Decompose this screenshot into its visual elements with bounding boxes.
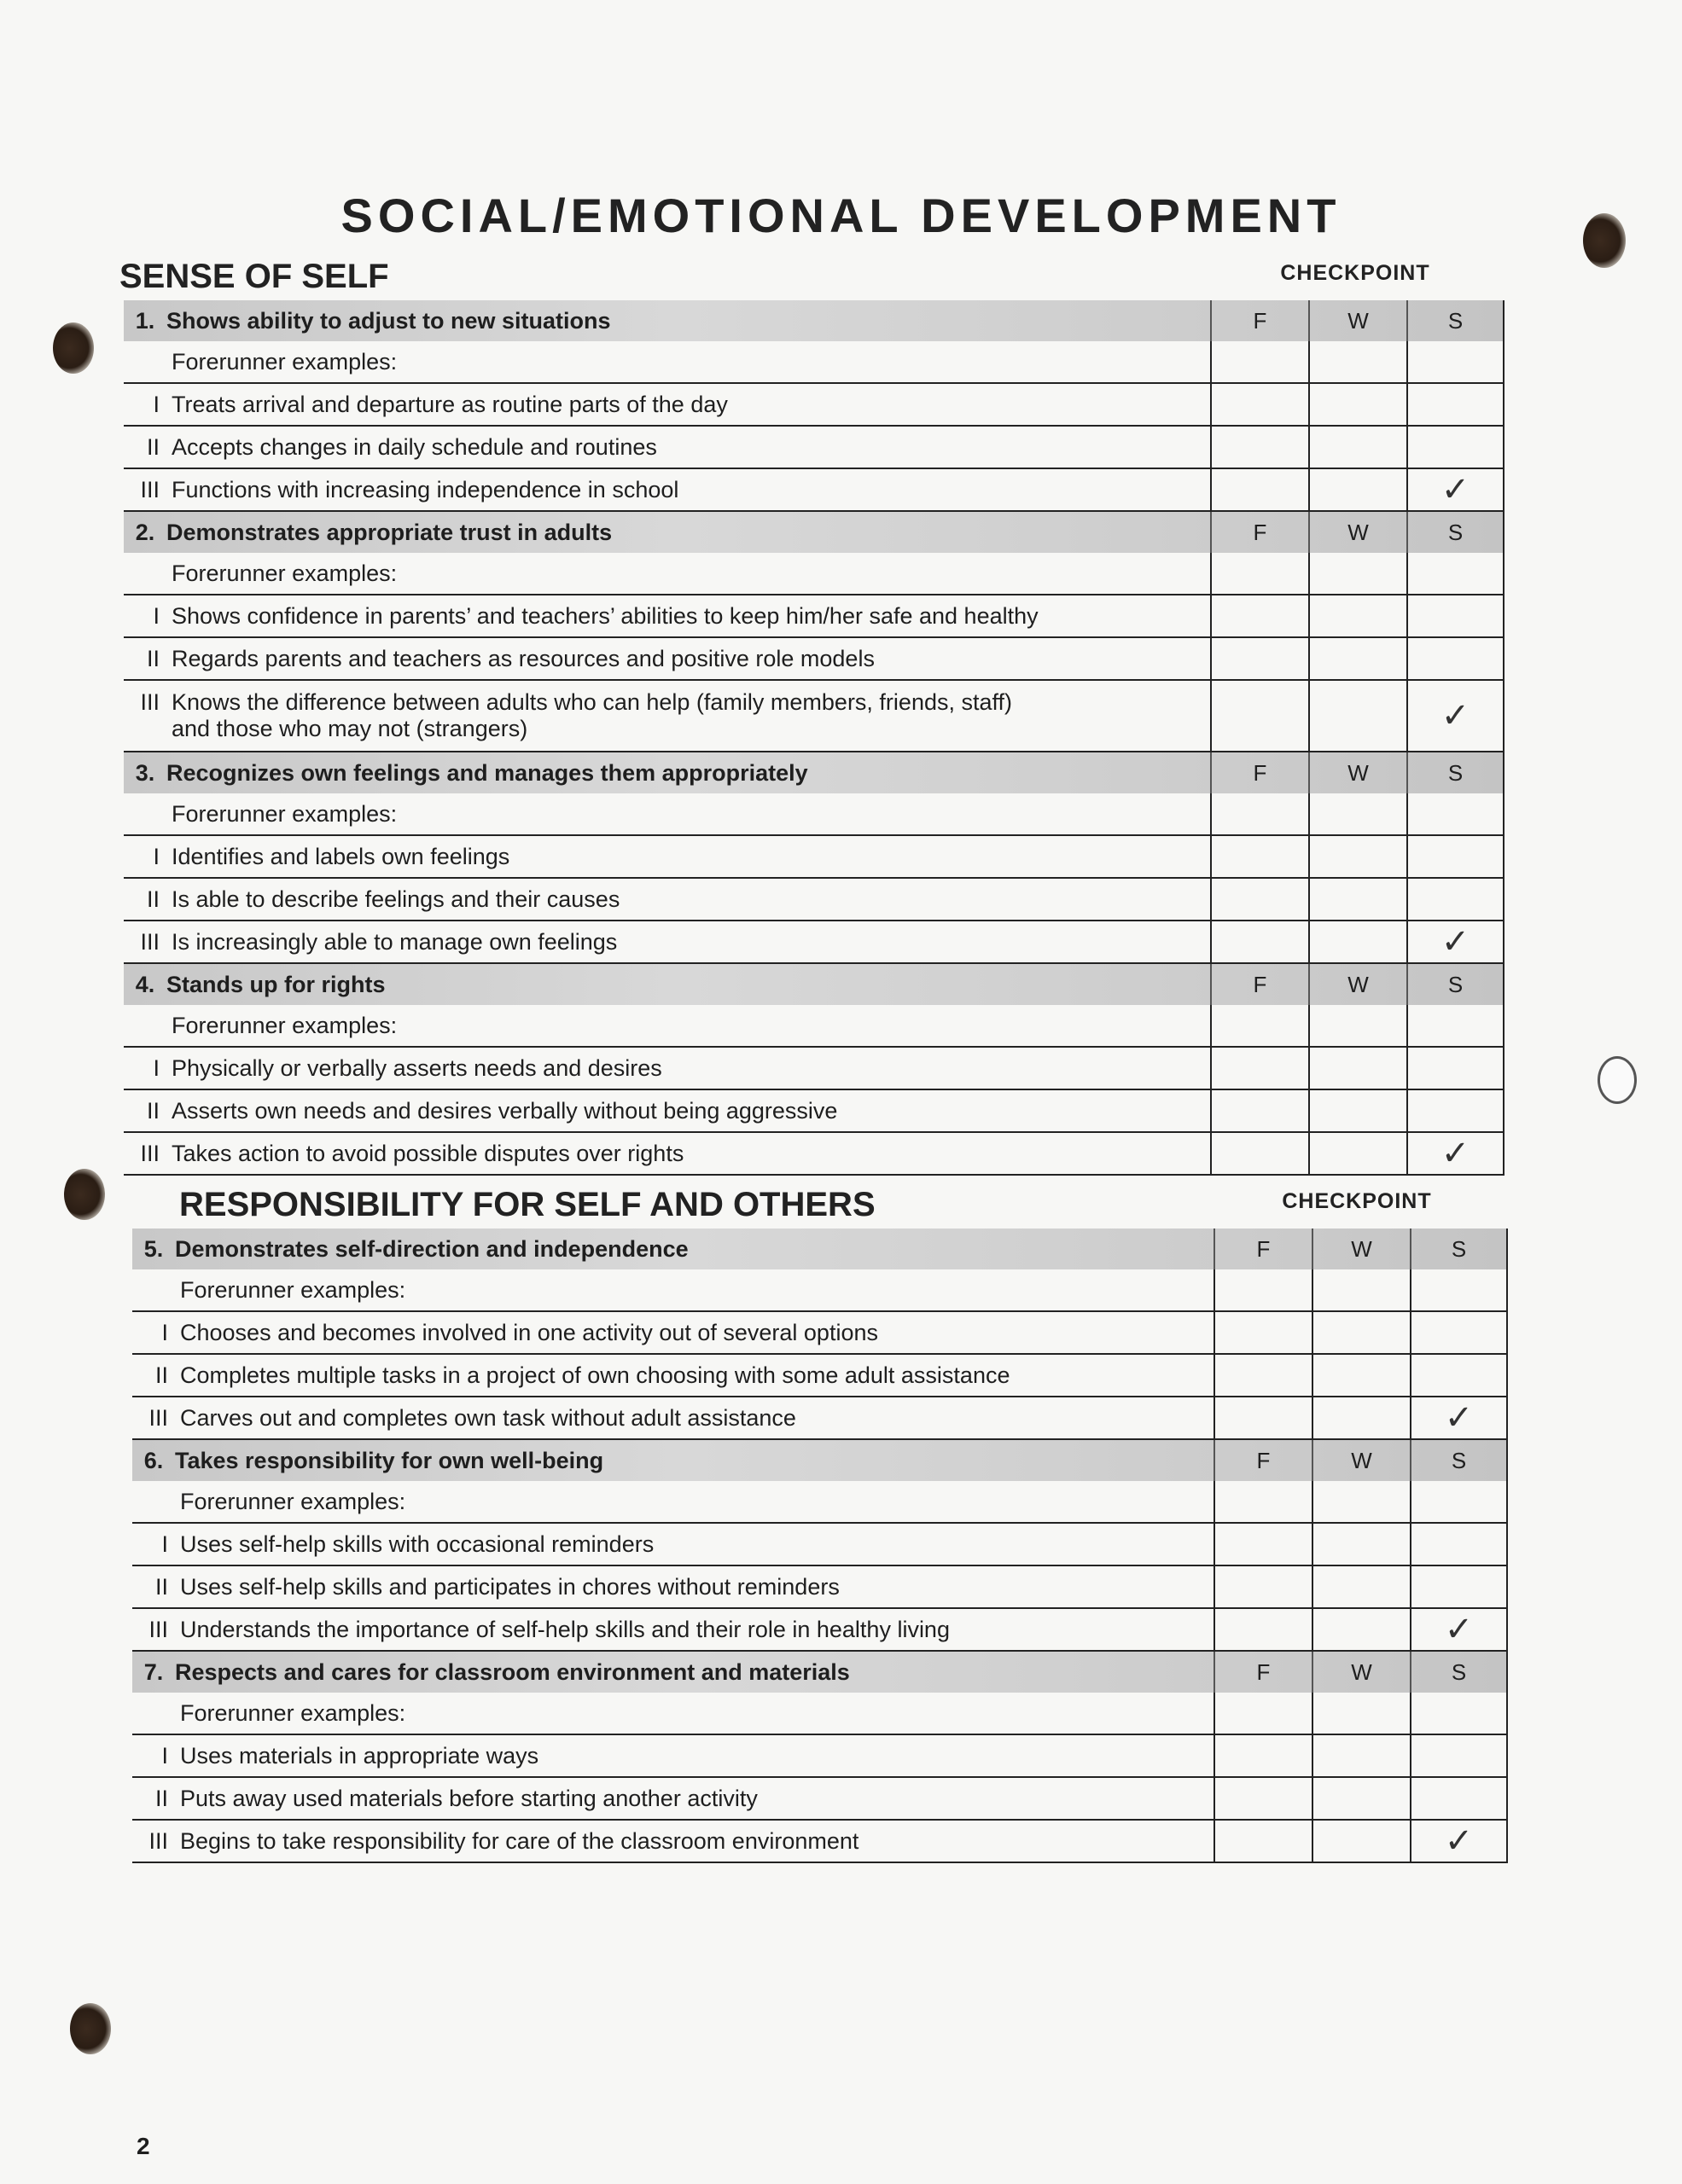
example-line: Chooses and becomes involved in one activity out of several options [180,1319,878,1345]
example-text [132,1778,1213,1819]
example-row [124,1048,1504,1090]
checkbox-cell[interactable] [1406,1048,1504,1089]
example-description [180,1362,1010,1389]
checkbox-cell[interactable] [1308,1005,1406,1046]
example-description [172,392,728,418]
checkbox-cell[interactable] [1410,1566,1508,1607]
checkbox-cell[interactable] [1213,1524,1312,1565]
checkbox-cell[interactable] [1210,1005,1308,1046]
example-row [132,1524,1508,1566]
checkbox-cell[interactable] [1410,1609,1508,1650]
checkbox-cell[interactable] [1213,1821,1312,1862]
example-description [180,1786,758,1812]
example-row [132,1355,1508,1397]
example-row [124,681,1504,752]
example-description [180,1617,950,1643]
checkbox-cell[interactable] [1312,1355,1410,1396]
checkpoint-col-w: W [1308,752,1406,793]
checkbox-cell[interactable] [1308,1133,1406,1174]
checkbox-cell[interactable] [1410,1778,1508,1819]
item-header [132,1440,1213,1481]
item-title: Shows ability to adjust to new situations [166,307,611,334]
example-line: Completes multiple tasks in a project of own choosing with some adult assistance [180,1362,1010,1388]
checkbox-cell[interactable] [1410,1693,1508,1734]
forerunner-row [124,341,1504,384]
checkbox-cell[interactable] [1210,384,1308,425]
example-text [132,1397,1213,1438]
checkbox-cell[interactable] [1213,1609,1312,1650]
checkbox-cell[interactable] [1308,836,1406,877]
item-title: Takes responsibility for own well-being [175,1447,604,1473]
page-title: SOCIAL/EMOTIONAL DEVELOPMENT [340,189,1342,242]
checkbox-cell[interactable] [1312,1821,1410,1862]
checkmark-icon: ✓ [1440,470,1470,509]
example-line: Puts away used materials before starting another activity [180,1785,758,1811]
checkbox-cell[interactable] [1406,595,1504,636]
item-header-row [132,1440,1508,1481]
example-level: II [146,433,160,460]
example-level: II [154,1362,168,1388]
checklist-table [124,300,1504,1176]
item-number: 1. [135,307,155,334]
example-text [132,1609,1213,1650]
checkbox-cell[interactable] [1308,1090,1406,1131]
checkbox-cell[interactable] [1210,921,1308,962]
example-line: Identifies and labels own feelings [172,843,510,869]
checkpoint-col-f: F [1210,300,1308,341]
forerunner-label: Forerunner examples: [180,1488,406,1514]
example-line: Uses self-help skills and participates in chores without reminders [180,1573,840,1600]
example-description [180,1828,858,1855]
checkbox-cell[interactable] [1410,1269,1508,1310]
checkpoint-col-f: F [1210,512,1308,553]
checkpoint-col-w: W [1312,1440,1410,1481]
example-text [132,1566,1213,1607]
example-level: III [140,1140,160,1166]
example-text [124,595,1210,636]
example-level: I [153,602,160,629]
checkbox-cell[interactable] [1312,1693,1410,1734]
example-level: II [146,645,160,671]
checkbox-cell[interactable] [1210,553,1308,594]
example-line: Asserts own needs and desires verbally without being aggressive [172,1097,838,1124]
checkbox-cell[interactable] [1210,1090,1308,1131]
item-title: Recognizes own feelings and manages them appropriately [166,759,808,786]
page-number: 2 [137,2133,150,2159]
example-row [124,1133,1504,1176]
example-text [124,638,1210,679]
example-line: Is increasingly able to manage own feelings [172,928,618,955]
example-description [172,689,1012,742]
checkbox-cell[interactable] [1406,638,1504,679]
checkbox-cell[interactable] [1410,1481,1508,1522]
checkbox-cell[interactable] [1210,681,1308,751]
example-text [132,1524,1213,1565]
checkpoint-col-s: S [1406,300,1504,341]
checkbox-cell[interactable] [1406,879,1504,920]
example-text [132,1312,1213,1353]
example-level: III [148,1616,168,1642]
forerunner-label: Forerunner examples: [172,800,398,827]
forerunner-label: Forerunner examples: [172,560,398,586]
checkbox-cell[interactable] [1308,921,1406,962]
checkpoint-col-w: W [1308,300,1406,341]
example-text [132,1355,1213,1396]
example-row [132,1821,1508,1863]
example-description [172,477,678,503]
checkbox-cell[interactable] [1406,921,1504,962]
example-description [172,844,509,870]
item-header [124,752,1210,793]
checkbox-cell[interactable] [1312,1269,1410,1310]
checkpoint-col-s: S [1406,512,1504,553]
item-header-row [124,964,1504,1005]
example-line: Begins to take responsibility for care of the classroom environment [180,1827,859,1854]
example-line: Carves out and completes own task without adult assistance [180,1404,796,1431]
example-description [172,1055,662,1082]
example-text [132,1821,1213,1862]
checkbox-cell[interactable] [1213,1481,1312,1522]
checkbox-cell[interactable] [1213,1397,1312,1438]
example-text [132,1735,1213,1776]
checkpoint-col-s: S [1406,964,1504,1005]
checkpoint-col-w: W [1312,1652,1410,1693]
example-text [124,681,1210,751]
example-level: II [146,1097,160,1124]
checkpoint-col-w: W [1308,964,1406,1005]
item-header [132,1228,1213,1269]
checkbox-cell[interactable] [1308,341,1406,382]
section-title: SENSE OF SELF [119,258,389,295]
binder-hole [64,1169,105,1220]
checkpoint-col-f: F [1213,1228,1312,1269]
example-level: II [154,1573,168,1600]
checkbox-cell[interactable] [1210,836,1308,877]
checkbox-cell[interactable] [1406,469,1504,510]
item-header-row [124,300,1504,341]
example-line: Takes action to avoid possible disputes over rights [172,1140,684,1166]
forerunner-row [132,1481,1508,1524]
checklist-table [132,1228,1508,1863]
checkbox-cell[interactable] [1213,1566,1312,1607]
checkpoint-col-w: W [1308,512,1406,553]
section-title: RESPONSIBILITY FOR SELF AND OTHERS [179,1186,876,1223]
checkbox-cell[interactable] [1210,793,1308,834]
forerunner-row [132,1693,1508,1735]
example-row [124,384,1504,427]
checkbox-cell[interactable] [1312,1566,1410,1607]
forerunner-label: Forerunner examples: [180,1276,406,1303]
item-title: Stands up for rights [166,971,386,997]
checkbox-cell[interactable] [1210,879,1308,920]
example-description [172,929,617,956]
checkpoint-col-s: S [1410,1652,1508,1693]
item-number: 7. [143,1658,164,1685]
forerunner-row [124,553,1504,595]
forerunner-row [132,1269,1508,1312]
checkbox-cell[interactable] [1312,1609,1410,1650]
example-row [132,1778,1508,1821]
checkbox-cell[interactable] [1410,1312,1508,1353]
checkbox-cell[interactable] [1213,1693,1312,1734]
forerunner-label: Forerunner examples: [172,348,398,375]
example-level: III [148,1827,168,1854]
checkbox-cell[interactable] [1406,553,1504,594]
example-text [124,921,1210,962]
checkbox-cell[interactable] [1210,1133,1308,1174]
checkbox-cell[interactable] [1210,341,1308,382]
checkbox-cell[interactable] [1213,1269,1312,1310]
checkbox-cell[interactable] [1308,427,1406,468]
checkbox-cell[interactable] [1213,1778,1312,1819]
item-header [124,300,1210,341]
example-level: II [146,886,160,912]
example-level: I [153,1054,160,1081]
checkbox-cell[interactable] [1312,1481,1410,1522]
example-row [124,921,1504,964]
example-text [124,879,1210,920]
checkbox-cell[interactable] [1406,1005,1504,1046]
forerunner-row [124,793,1504,836]
checkpoint-col-s: S [1410,1440,1508,1481]
item-title: Demonstrates appropriate trust in adults [166,519,613,545]
example-level: II [154,1785,168,1811]
item-number: 6. [143,1447,164,1473]
checkbox-cell[interactable] [1410,1524,1508,1565]
forerunner-label: Forerunner examples: [172,1012,398,1038]
checkbox-cell[interactable] [1312,1397,1410,1438]
checkpoint-col-w: W [1312,1228,1410,1269]
checkbox-cell[interactable] [1308,879,1406,920]
checkbox-cell[interactable] [1406,681,1504,751]
item-header [124,964,1210,1005]
example-text [124,1048,1210,1089]
checkmark-icon: ✓ [1444,1610,1474,1649]
example-line: Understands the importance of self-help skills and their role in healthy living [180,1616,950,1642]
example-row [124,469,1504,512]
checkbox-cell[interactable] [1213,1355,1312,1396]
checkbox-cell[interactable] [1410,1821,1508,1862]
example-row [124,836,1504,879]
checkmark-icon: ✓ [1440,1134,1470,1173]
item-header-row [132,1652,1508,1693]
example-description [180,1743,538,1769]
item-title: Respects and cares for classroom environment and materials [175,1658,850,1685]
example-line: Uses self-help skills with occasional reminders [180,1531,655,1557]
checkbox-cell[interactable] [1410,1355,1508,1396]
checkbox-cell[interactable] [1308,1048,1406,1089]
item-header [132,1652,1213,1693]
example-text [124,836,1210,877]
example-row [124,427,1504,469]
example-line: Shows confidence in parents’ and teachers’ abilities to keep him/her safe and healthy [172,602,1039,629]
item-number: 2. [135,519,155,545]
binder-hole [53,322,94,374]
checkbox-cell[interactable] [1312,1524,1410,1565]
checkbox-cell[interactable] [1312,1735,1410,1776]
checkpoint-col-s: S [1406,752,1504,793]
example-line: Treats arrival and departure as routine parts of the day [172,391,728,417]
example-row [132,1312,1508,1355]
checkbox-cell[interactable] [1210,1048,1308,1089]
forerunner-label: Forerunner examples: [180,1699,406,1726]
example-line: Accepts changes in daily schedule and routines [172,433,657,460]
checkbox-cell[interactable] [1406,341,1504,382]
example-text [124,1090,1210,1131]
example-level: III [140,689,160,715]
example-description [172,646,875,672]
item-title: Demonstrates self-direction and independence [175,1235,689,1262]
example-row [124,595,1504,638]
example-level: I [161,1531,168,1557]
example-line: Physically or verbally asserts needs and desires [172,1054,662,1081]
checkpoint-col-f: F [1210,752,1308,793]
example-level: III [140,928,160,955]
checkpoint-label: CHECKPOINT [1282,1189,1432,1213]
example-description [180,1405,796,1432]
checkbox-cell[interactable] [1308,553,1406,594]
checkbox-cell[interactable] [1410,1735,1508,1776]
example-line: Is able to describe feelings and their causes [172,886,620,912]
checkpoint-label: CHECKPOINT [1280,261,1430,285]
item-header [124,512,1210,553]
checkmark-icon: ✓ [1444,1398,1474,1438]
item-header-row [132,1228,1508,1269]
checkbox-cell[interactable] [1308,384,1406,425]
example-description [172,1141,684,1167]
checkbox-cell[interactable] [1213,1312,1312,1353]
example-row [132,1397,1508,1440]
checkbox-cell[interactable] [1312,1778,1410,1819]
checkbox-cell[interactable] [1406,836,1504,877]
example-level: III [140,476,160,502]
checkbox-cell[interactable] [1308,469,1406,510]
item-number: 3. [135,759,155,786]
checkbox-cell[interactable] [1308,793,1406,834]
checkmark-icon: ✓ [1444,1821,1474,1861]
item-number: 4. [135,971,155,997]
checkbox-cell[interactable] [1406,793,1504,834]
example-description [172,603,1039,630]
example-row [124,638,1504,681]
item-header-row [124,512,1504,553]
example-line: and those who may not (strangers) [172,716,528,741]
example-row [124,1090,1504,1133]
checkmark-icon: ✓ [1440,922,1470,961]
example-row [132,1566,1508,1609]
example-description [180,1574,840,1600]
checkbox-cell[interactable] [1213,1735,1312,1776]
checkpoint-col-f: F [1213,1440,1312,1481]
example-line: Functions with increasing independence in school [172,476,679,502]
example-text [124,384,1210,425]
checkbox-cell[interactable] [1406,384,1504,425]
binder-hole [1598,1056,1637,1104]
checkbox-cell[interactable] [1410,1397,1508,1438]
checkbox-cell[interactable] [1210,638,1308,679]
example-level: I [161,1742,168,1769]
item-header-row [124,752,1504,793]
example-row [124,879,1504,921]
example-level: I [153,843,160,869]
example-line: Regards parents and teachers as resources and positive role models [172,645,875,671]
checkmark-icon: ✓ [1440,696,1470,735]
checkbox-cell[interactable] [1210,469,1308,510]
forerunner-row [124,1005,1504,1048]
example-text [124,427,1210,468]
checkpoint-col-f: F [1213,1652,1312,1693]
checkbox-cell[interactable] [1308,638,1406,679]
checkbox-cell[interactable] [1210,427,1308,468]
checkbox-cell[interactable] [1406,1133,1504,1174]
checkbox-cell[interactable] [1308,681,1406,751]
checkpoint-col-s: S [1410,1228,1508,1269]
item-number: 5. [143,1235,164,1262]
example-description [180,1531,654,1558]
example-level: I [153,391,160,417]
checkbox-cell[interactable] [1210,595,1308,636]
example-description [172,1098,837,1124]
example-row [132,1609,1508,1652]
example-level: III [148,1404,168,1431]
example-description [172,886,620,913]
example-line: Knows the difference between adults who can help (family members, friends, staff) [172,689,1012,715]
example-description [172,434,657,461]
checkpoint-col-f: F [1210,964,1308,1005]
checkbox-cell[interactable] [1312,1312,1410,1353]
checkbox-cell[interactable] [1406,427,1504,468]
example-text [124,1133,1210,1174]
checkbox-cell[interactable] [1406,1090,1504,1131]
checkbox-cell[interactable] [1308,595,1406,636]
example-level: I [161,1319,168,1345]
example-line: Uses materials in appropriate ways [180,1742,539,1769]
example-row [132,1735,1508,1778]
example-text [124,469,1210,510]
binder-hole [70,2003,111,2054]
example-description [180,1320,878,1346]
